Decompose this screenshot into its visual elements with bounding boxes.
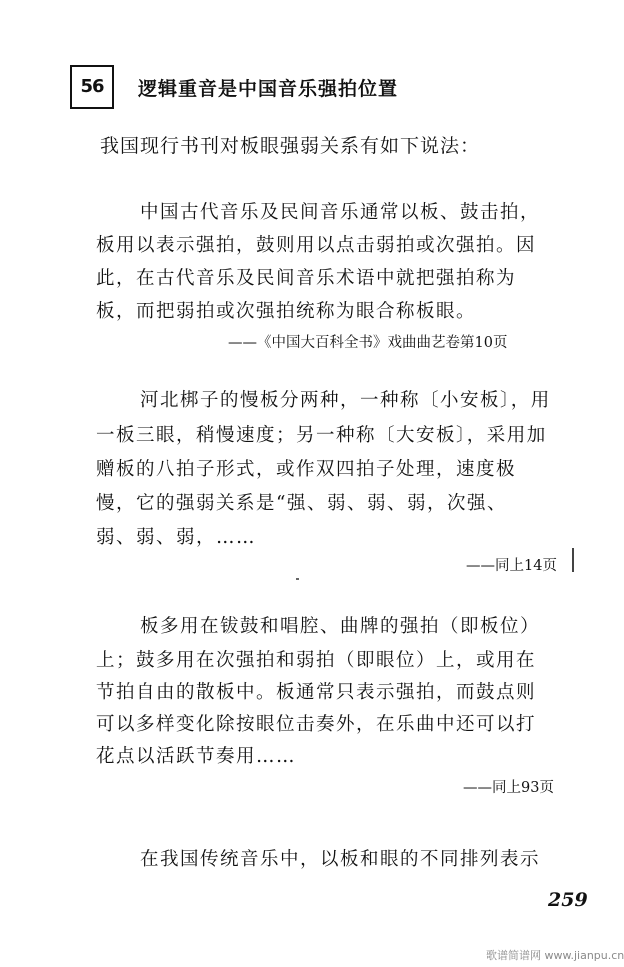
quote-line: 可以多样变化除按眼位击奏外，在乐曲中还可以打 xyxy=(96,714,537,735)
quote-line: 中国古代音乐及民间音乐通常以板、鼓击拍， xyxy=(140,202,541,223)
quote-line: 赠板的八拍子形式，或作双四拍子处理，速度极 xyxy=(96,459,517,480)
quote-citation: ——同上93页 xyxy=(463,780,554,796)
section-title: 逻辑重音是中国音乐强拍位置 xyxy=(138,78,399,100)
quote-citation: ——《中国大百科全书》戏曲曲艺卷第10页 xyxy=(228,335,508,351)
intro-text: 我国现行书刊对板眼强弱关系有如下说法： xyxy=(100,135,481,157)
watermark: 歌谱简谱网 www.jianpu.cn xyxy=(486,949,624,962)
page-number: 259 xyxy=(548,889,588,911)
speck-mark xyxy=(296,578,299,580)
quote-line: 上；鼓多用在次强拍和弱拍（即眼位）上，或用在 xyxy=(96,650,537,671)
quote-line: 一板三眼，稍慢速度；另一种称〔大安板〕，采用加 xyxy=(96,425,547,446)
quote-line: 此，在古代音乐及民间音乐术语中就把强拍称为 xyxy=(96,268,517,289)
closing-text: 在我国传统音乐中，以板和眼的不同排列表示 xyxy=(140,849,541,870)
quote-line: 弱、弱、弱，…… xyxy=(96,527,257,548)
quote-citation: ——同上14页 xyxy=(466,558,557,574)
quote-line: 板用以表示强拍，鼓则用以点击弱拍或次强拍。因 xyxy=(96,235,537,256)
quote-line: 板，而把弱拍或次强拍统称为眼合称板眼。 xyxy=(96,301,477,322)
section-number: 56 xyxy=(70,65,114,109)
speck-mark xyxy=(572,548,574,572)
quote-line: 花点以活跃节奏用…… xyxy=(96,746,297,767)
quote-line: 慢，它的强弱关系是“强、弱、弱、弱，次强、 xyxy=(96,493,507,514)
quote-line: 板多用在钹鼓和唱腔、曲牌的强拍（即板位） xyxy=(140,616,541,637)
quote-line: 河北梆子的慢板分两种，一种称〔小安板〕，用 xyxy=(140,390,551,411)
quote-line: 节拍自由的散板中。板通常只表示强拍，而鼓点则 xyxy=(96,682,537,703)
